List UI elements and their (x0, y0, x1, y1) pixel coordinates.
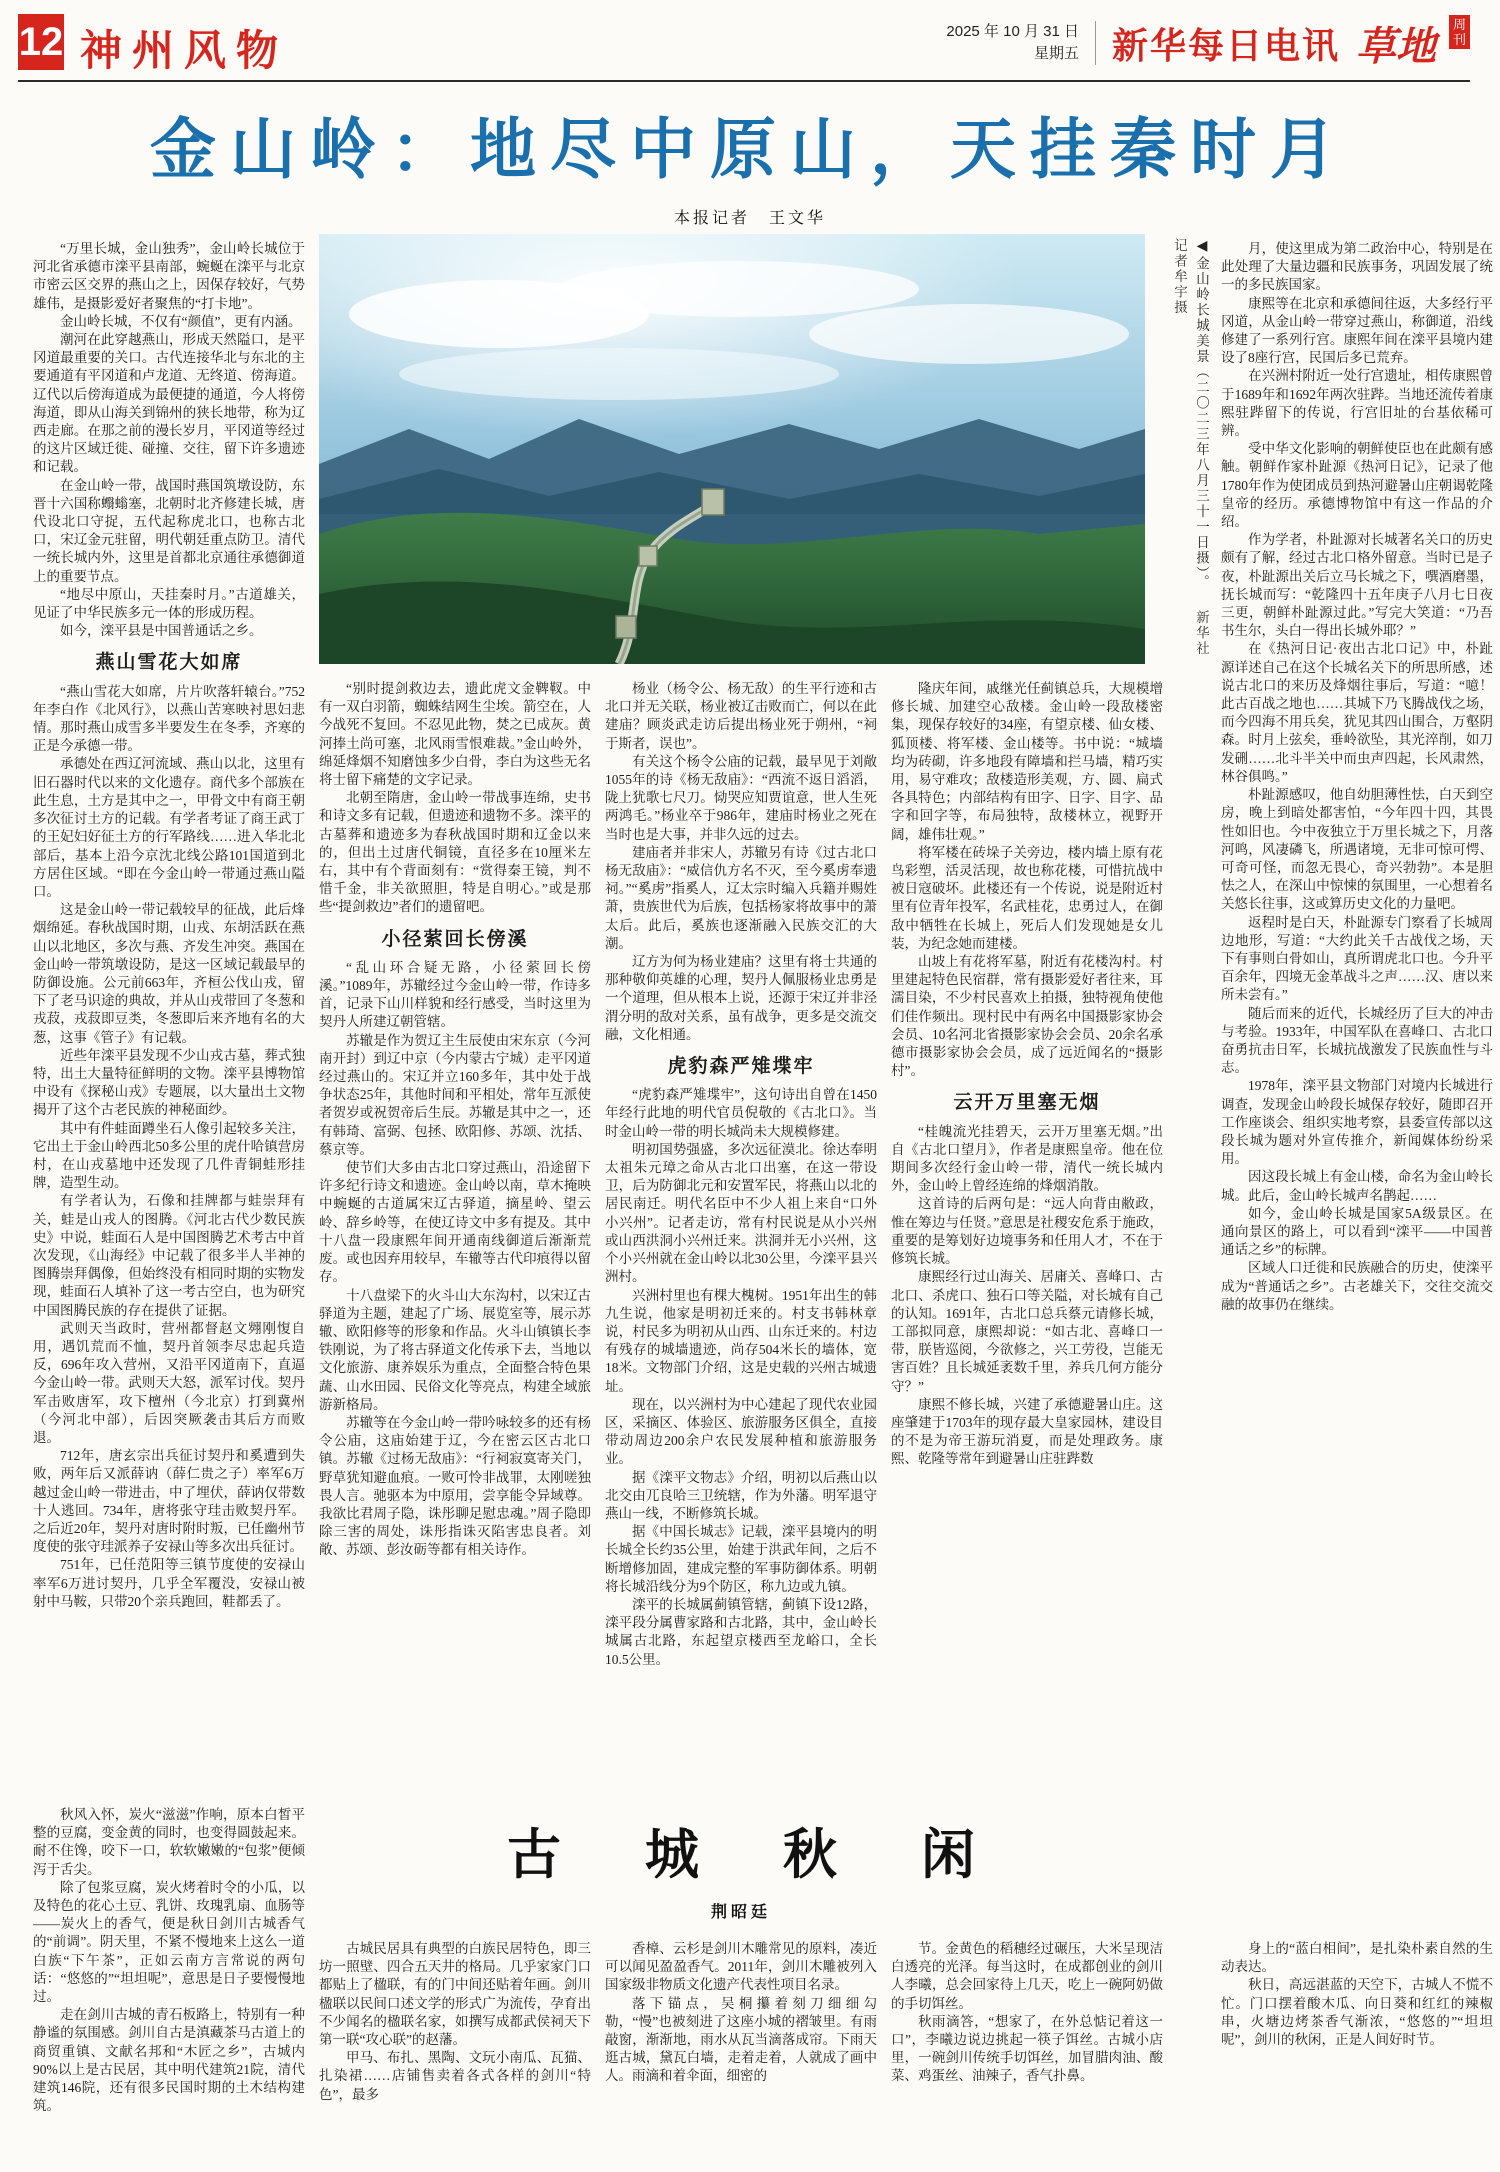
paragraph: 712年，唐玄宗出兵征讨契丹和奚遭到失败，两年后又派薛讷（薛仁贵之子）率军6万越过金山岭一带进击，中了埋伏，薛讷仅带数十人逃回。734年，唐将张守珪击败契丹军。之后近20年，契丹对唐时附时叛，已任幽州节度使的张守珪派养子安禄山等多次出兵征讨。 (33, 1448, 305, 1555)
paragraph: 明初国势强盛，多次远征漠北。徐达奉明太祖朱元璋之命从古北口出塞，在这一带设卫，后为防御北元和安置军民，将燕山以北的居民南迁。明代名臣中不少人祖上来自“口外小兴州”。记者走访，常有村民说是从小兴州或山西洪洞小兴州迁来。洪洞并无小兴州，这个小兴州就在金山岭以北30公里，今滦平县兴洲村。 (605, 1141, 877, 1285)
second-article-column-5 (1221, 1940, 1493, 2160)
second-article-column-2 (319, 1940, 591, 2160)
paragraph: 隆庆年间，戚继光任蓟镇总兵，大规模增修长城、加建空心敌楼。金山岭一段敌楼密集，现保存较好的34座，有望京楼、仙女楼、狐顶楼、将军楼、金山楼等。书中说：“城墙均为砖砌，许多地段有障墙和拦马墙，精巧实用，易守难攻；敌楼造形美观，方、圆、扁式各具特色；内部结构有田字、日字、目字、品字和回字等，布局独特，敌楼林立，视野开阔，雄伟壮观。” (891, 681, 1163, 842)
paragraph: 751年，已任范阳等三镇节度使的安禄山率军6万进讨契丹，几乎全军覆没，安禄山被射中马鞍，只带20个亲兵跑回，鞋都丢了。 (33, 1557, 305, 1609)
paragraph: 近些年滦平县发现不少山戎古墓，葬式独特，出土大量特征鲜明的文物。滦平县博物馆中设有《探秘山戎》专题展，以大量出土文物揭开了这个古老民族的神秘面纱。 (33, 1047, 305, 1118)
caption-text: 金山岭长城美景（二〇二三年八月三十一日摄）。 (1194, 256, 1209, 591)
paragraph: 1978年，滦平县文物部门对境内长城进行调查，发现金山岭段长城保存较好，随即召开工作座谈会、组织实地考察，县委宣传部以这段长城为题对外宣传推介，新闻媒体纷纷采用。 (1221, 1078, 1493, 1167)
section-subhead: 小径萦回长傍溪 (381, 928, 529, 950)
paragraph: 兴洲村里也有棵大槐树。1951年出生的韩九生说，他家是明初迁来的。村支书韩林章说，村民多为明初从山西、山东迁来的。村边有残存的城墙遗迹，尚存504米长的墙体，宽18米。文物部门介绍，这是史载的兴州古城遗址。 (605, 1287, 877, 1394)
paragraph: 落下锚点，吴桐攥着刻刀细细勾勒，“慢”也被刻进了这座小城的褶皱里。有雨敲窗，渐渐地，雨水从瓦当滴落成帘。下雨天逛古城，黛瓦白墙，走着走着，人就成了画中人。雨滴和着伞面，细密的 (605, 1995, 877, 2084)
great-wall-photo-art (319, 234, 1145, 664)
paragraph: 秋日，高远湛蓝的天空下，古城人不慌不忙。门口摆着酸木瓜、向日葵和红红的辣椒串，火塘边烤茶香气渐浓，“悠悠的”“坦坦呢”，剑川的秋闲，正是人间好时节。 (1221, 1977, 1493, 2048)
weekly-logo (1356, 15, 1470, 72)
paragraph: 随后而来的近代，长城经历了巨大的冲击与考验。1933年，中国军队在喜峰口、古北口奋勇抗击日军，长城抗战激发了民族血性与斗志。 (1221, 1005, 1493, 1076)
paragraph: “地尽中原山，天挂秦时月。”古道雄关，见证了中华民族多元一体的形成历程。 (33, 586, 305, 621)
second-article-column-1 (33, 1806, 305, 2160)
paragraph: “别时提剑救边去，遗此虎文金鞞靫。中有一双白羽箭，蜘蛛结网生尘埃。箭空在，人今战死不复回。不忍见此物，焚之已成灰。黄河捧土尚可塞，北风雨雪恨难裁。”金山岭外，绵延烽烟不知磨蚀多少白骨，李白为这些无名将士留下痛楚的文字记录。 (319, 681, 591, 788)
page-header (18, 12, 1470, 74)
article-column-3 (605, 680, 877, 1802)
paragraph: 古城民居具有典型的白族民居特色，即三坊一照壁、四合五天井的格局。几乎家家门口都贴上了楹联，有的门中间还贴着年画。剑川楹联以民间口述文学的形式广为流传，孕育出不少闻名的楹联名家，如撰写成都武侯祠天下第一联“攻心联”的赵藩。 (319, 1941, 591, 2048)
paragraph: 秋风入怀，炭火“滋滋”作响，原本白皙平整的豆腐，变金黄的同时，也变得圆鼓起来。耐不住馋，咬下一口，软软嫩嫩的“包浆”便倾泻于舌尖。 (33, 1807, 305, 1877)
article-column-2 (319, 680, 591, 1802)
paragraph: 在《热河日记·夜出古北口记》中，朴趾源详述自己在这个长城名关下的所思所感，述说古北口的来历及烽烟往事后，写道：“噫！此古百战之地也……其城下乃飞腾战伐之场，而今四海不用兵矣，犹见其四山围合，万壑阴森。时月上弦矣，垂岭欲坠，其光淬削，如刀发硎……北斗半关中而虫声四起，长风肃然，林谷俱鸣。” (1221, 641, 1493, 784)
article-column-1 (33, 240, 305, 1796)
great-wall-photo (319, 234, 1145, 664)
paragraph: “桂魄流光挂碧天，云开万里塞无烟。”出自《古北口望月》，作者是康熙皇帝。他在位期间多次经行金山岭一带，清代一统长城内外，金山岭上曾经连绵的烽烟消散。 (891, 1123, 1163, 1194)
byline: 本报记者 王文华 (673, 210, 826, 227)
masthead: 新华每日电讯 (1111, 24, 1340, 66)
paragraph: 朴趾源感叹，他自幼胆薄性怯，白天到空房，晚上到暗处都害怕，“今年四十四，其畏性如旧也。今中夜独立于万里长城之下，月落河鸣，风凄磷飞，所遇诸境，无非可惊可愕、可奇可怪，而忽无畏心，奇兴勃勃”。本是胆怯之人，在深山中惊悚的氛围里，一心想着名关悠长往事，这或算历史文化的力量吧。 (1221, 787, 1493, 912)
paragraph: 身上的“蓝白相间”，是扎染朴素自然的生动表达。 (1221, 1941, 1493, 1975)
paragraph: 作为学者，朴趾源对长城著名关口的历史颇有了解，经过古北口格外留意。当时已是子夜，朴趾源出关后立马长城之下，噀酒磨墨，抚长城而写：“乾隆四十五年庚子八月七日夜三更，朝鲜朴趾源过此。”写完大笑道：“乃吾书生尔，头白一得出长城外耶？” (1221, 532, 1493, 639)
section-subhead: 燕山雪花大如席 (95, 652, 243, 674)
paragraph: 秋雨滴答，“想家了，在外总惦记着这一口”，李曦边说边挑起一筷子饵丝。古城小店里，一碗剑川传统手切饵丝，加冒腊肉油、酸菜、鸡蛋丝、油辣子，香气扑鼻。 (891, 2013, 1163, 2084)
second-article-title: 古城秋闲 (507, 1825, 1059, 1885)
second-article-column-3 (605, 1940, 877, 2160)
paragraph: 武则天当政时，营州都督赵文翙刚愎自用，遇饥荒而不恤，契丹首领李尽忠起兵造反，696年攻入营州，又沿平冈道南下，直逼今金山岭一带。武则天大怒，派军讨伐。契丹军击败唐军，攻下檀州（今北京）打到冀州（今河北中部），后因突厥袭击其后方而败退。 (33, 1320, 305, 1445)
paragraph: 甲马、布扎、黑陶、文玩小南瓜、瓦猫、扎染裙……店铺售卖着各式各样的剑川“特色”，最多 (319, 2050, 591, 2102)
paragraph: 这是金山岭一带记载较早的征战，此后烽烟绵延。春秋战国时期，山戎、东胡活跃在燕山以北地区，多次与燕、齐发生冲突。燕国在金山岭一带筑墩设防，是这一区域记载最早的防御设施。公元前663年，齐桓公伐山戎，留下了老马识途的典故，并从山戎带回了冬葱和戎菽，戎菽即豆类，冬葱即后来齐地有名的大葱，这事《管子》有记载。 (33, 902, 305, 1045)
page-number: 12 (18, 19, 64, 64)
header-rule (18, 80, 1470, 82)
paragraph: “虎豹森严雉堞牢”，这句诗出自曾在1450年经行此地的明代官员倪敬的《古北口》。当时金山岭一带的明长城尚未大规模修建。 (605, 1087, 877, 1139)
paragraph: 将军楼在砖垛子关旁边，楼内墙上原有花鸟彩塑，活灵活现，故也称花楼，可惜抗战中被日寇破坏。此楼还有一个传说，说是附近村里有位青年投军，名武桂花，忠勇过人，在御敌中牺牲在长城上，死后人们发现她是女儿装，为纪念她而建楼。 (891, 844, 1163, 951)
section-subhead: 虎豹森严雉堞牢 (667, 1056, 815, 1078)
paragraph: 节。金黄色的稻穗经过碾压，大米呈现洁白透亮的光泽。每当这时，在成都创业的剑川人李曦，总会回家待上几天，吃上一碗阿奶做的手切饵丝。 (891, 1941, 1163, 2011)
paragraph: 如今，滦平县是中国普通话之乡。 (60, 623, 263, 639)
paragraph: 返程时是白天，朴趾源专门察看了长城周边地形，写道：“大约此关千古战伐之场，天下有事则白骨如山，真所谓虎北口也。今升平百余年，四境无金革战斗之声……汉、唐以来所未尝有。” (1221, 914, 1493, 1003)
paragraph: 据《中国长城志》记载，滦平县境内的明长城全长约35公里，始建于洪武年间，之后不断增修加固，建成完整的军事防御体系。明朝将长城沿线分为9个防区，称九边或九镇。 (605, 1524, 877, 1594)
date-block (946, 21, 1079, 65)
paragraph: 有关这个杨令公庙的记载，最早见于刘敞1055年的诗《杨无敌庙》：“西流不返日滔滔，陇上犹歌七尺刀。恸哭应知贾谊意，世人生死两鸿毛。”杨业卒于986年，建庙时杨业之死在当时也是大事，并非久远的过去。 (605, 753, 877, 842)
caption-arrow-icon: ◀ (1194, 238, 1209, 256)
paragraph: 苏辙是作为贺辽主生辰使由宋东京（今河南开封）到辽中京（今内蒙古宁城）走平冈道经过燕山的。宋辽并立160多年，其中处于战争状态25年，其他时间和平相处，常年互派使者贺岁或祝贺帝后生辰。苏辙是其中之一，还有韩琦、富弼、包拯、欧阳修、苏颂、沈括、蔡京等。 (319, 1032, 591, 1157)
paragraph: 现在，以兴洲村为中心建起了现代农业园区，采摘区、体验区、旅游服务区俱全，直接带动周边200余户农民发展种植和旅游服务业。 (605, 1396, 877, 1467)
header-divider (1095, 21, 1096, 65)
article-column-5 (1221, 240, 1493, 1930)
paragraph: 金山岭长城，不仅有“颜值”，更有内涵。 (60, 313, 302, 329)
date: 2025 年 10 月 31 日 (946, 23, 1079, 40)
second-article-header (319, 1812, 1163, 1930)
paragraph: 有学者认为，石像和挂牌都与蛙崇拜有关，蛙是山戎人的图腾。《河北古代少数民族史》中说，蛙面石人是中国图腾艺术考古中首次发现，《山海经》中记载了很多半人半神的图腾崇拜偶像，但始终没有相同时期的实物发现，蛙面石人填补了这一考古空白，也为研究中国图腾民族的存在提供了证据。 (33, 1193, 305, 1318)
page-number-badge (18, 14, 64, 70)
section-subhead: 云开万里塞无烟 (953, 1092, 1101, 1114)
paragraph: 在兴洲村附近一处行宫遗址，相传康熙曾于1689年和1692年两次驻跸。当地还流传着康熙驻跸留下的传说，行宫旧址的台基依稀可辨。 (1221, 368, 1493, 439)
paragraph: 这首诗的后两句是：“远人向背由敝政，惟在筹边与任贤。”意思是社稷安危系于施政，重要的是筹划好边境事务和任用人才，不在于修筑长城。 (891, 1196, 1163, 1267)
paragraph: 辽方为何为杨业建庙？这里有将士共通的那种敬仰英雄的心理，契丹人佩服杨业忠勇是一个道理，但从根本上说，还源于宋辽并非泾渭分明的敌对关系，虽有战争，更多是交流交融，文化相通。 (605, 954, 877, 1042)
paragraph: 使节们大多由古北口穿过燕山，沿途留下许多纪行诗文和遗迹。金山岭以南，草木掩映中蜿蜒的古道属宋辽古驿道，摘星岭、望云岭、辞乡岭等，在使辽诗文中多有提及。其中十八盘一段康熙年间开通南线御道后渐渐荒废。或也因弃用较早，车辙等古代印痕得以留存。 (319, 1160, 591, 1285)
paragraph: 康熙等在北京和承德间往返，大多经行平冈道，从金山岭一带穿过燕山，称御道，沿线修建了一系列行宫。康熙年间在滦平县境内建设了8座行宫，民国后多已荒弃。 (1221, 295, 1493, 366)
weekly-name: 草地 (1356, 22, 1436, 70)
photo-credit: 新华社记者牟宇摄 (1172, 238, 1209, 657)
paragraph: 杨业（杨令公、杨无敌）的生平行迹和古北口并无关联，杨业被辽击败而亡，何以在此建庙？顾炎武走访后提出杨业死于朔州，“祠于斯者，误也”。 (605, 681, 877, 751)
paragraph: “乱山环合疑无路，小径萦回长傍溪。”1089年，苏辙经过今金山岭一带，作诗多首，记录下山川样貌和经行感受，当时这里为契丹人所建辽朝管辖。 (319, 959, 591, 1030)
header-right (946, 12, 1470, 74)
paragraph: “万里长城，金山独秀”，金山岭长城位于河北省承德市滦平县南部，蜿蜒在滦平与北京市密云区交界的燕山之上，因保存较好，气势雄伟，是摄影爱好者聚焦的“打卡地”。 (33, 241, 305, 311)
photo-caption (1152, 238, 1212, 666)
paragraph: 受中华文化影响的朝鲜使臣也在此颇有感触。朝鲜作家朴趾源《热河日记》，记录了他1780年作为使团成员到热河避暑山庄朝谒乾隆皇帝的经历。承德博物馆中有这一作品的介绍。 (1221, 441, 1493, 530)
paragraph: 除了包浆豆腐，炭火烤着时令的小瓜，以及特色的花心土豆、乳饼、玫瑰乳扇、血肠等——炭火上的香气，便是秋日剑川古城香气的“前调”。阴天里，不紧不慢地来上这么一道白族“下午茶”，正如云南方言常说的两句话：“悠悠的”“坦坦呢”，意思是日子要慢慢地过。 (33, 1879, 305, 2005)
paragraph: 区域人口迁徙和民族融合的历史，使滦平成为“普通话之乡”。古老雄关下，交往交流交融的故事仍在继续。 (1221, 1260, 1493, 1312)
paragraph: 因这段长城上有金山楼，命名为金山岭长城。此后，金山岭长城声名鹊起…… (1221, 1169, 1493, 1203)
paragraph: “燕山雪花大如席，片片吹落轩辕台。”752年李白作《北风行》，以燕山苦寒映衬思妇悲情。那时燕山成雪多半要发生在冬季，齐寒的正是今承德一带。 (33, 683, 305, 754)
paragraph: 十八盘梁下的火斗山大东沟村，以宋辽古驿道为主题，建起了广场、展览室等，展示苏辙、欧阳修等的形象和作品。火斗山镇镇长李铁刚说，为了将古驿道文化传承下去，当地以文化旅游、康养娱乐为重点，全面整合特色果蔬、山水田园、民俗文化等亮点，构建全域旅游新格局。 (319, 1287, 591, 1412)
main-headline: 金山岭：地尽中原山，天挂秦时月 (150, 112, 1350, 186)
paragraph: 如今，金山岭长城是国家5A级景区。在通向景区的路上，可以看到“滦平——中国普通话之乡”的标牌。 (1221, 1205, 1493, 1258)
article-column-4 (891, 680, 1163, 1802)
weekday: 星期五 (1033, 45, 1079, 62)
paragraph: 苏辙等在今金山岭一带吟咏较多的还有杨令公庙，这庙始建于辽，今在密云区古北口镇。苏辙《过杨无敌庙》：“行祠寂寞寄关门，野草犹知避血痕。一败可怜非战罪，太刚嗟独畏人言。驰驱本为中原用，尝享能令异域尊。我欲比君周子隐，诛彤聊足慰忠魂。”周子隐即除三害的周处，诛彤指诛灭陷害忠良者。刘敞、苏颂、彭汝砺等都有相关诗作。 (319, 1414, 591, 1558)
paragraph: 走在剑川古城的青石板路上，特别有一种静谧的氛围感。剑川自古是滇藏茶马古道上的商贸重镇、文献名邦和“木匠之乡”，古城内90%以上是古民居，其中明代建筑21院，清代建筑146院，还有很多民国时期的土木结构建筑。 (33, 2007, 305, 2114)
paragraph: 据《滦平文物志》介绍，明初以后燕山以北交由兀良哈三卫统辖，作为外藩。明军退守燕山一线，不断修筑长城。 (605, 1469, 877, 1521)
paragraph: 其中有件蛙面蹲坐石人像引起较多关注，它出土于金山岭西北50多公里的虎什哈镇营房村，在山戎墓地中还发现了几件青铜蛙形挂牌，造型生动。 (33, 1120, 305, 1191)
paragraph: 康熙不修长城，兴建了承德避暑山庄。这座肇建于1703年的现存最大皇家园林，建设目的不是为帝王游玩消夏，而是处理政务。康熙、乾隆等常年到避暑山庄驻跸数 (891, 1396, 1163, 1467)
paragraph: 建庙者并非宋人，苏辙另有诗《过古北口杨无敌庙》：“威信仇方名不灭，至今奚虏奉遗祠。”“奚虏”指奚人，辽太宗时编入兵籍并赐姓萧，贵族世代为后族，包括杨家将故事中的萧太后。此后，奚族也逐渐融入民族交汇的大潮。 (605, 844, 877, 951)
paragraph: 山坡上有花将军墓，附近有花楼沟村。村里建起特色民宿群，常有摄影爱好者往来，耳濡目染，不少村民喜欢上拍摄，独特视角使他们佳作频出。现村民中有两名中国摄影家协会会员、10名河北省摄影家协会会员、20余名承德市摄影家协会会员，成了远近闻名的“摄影村”。 (891, 954, 1163, 1079)
section-title: 神州风物 (80, 27, 289, 74)
paragraph: 在金山岭一带，战国时燕国筑墩设防，东晋十六国称蠮螉塞，北朝时北齐修建长城，唐代设北口守捉，五代起称虎北口，也称古北口，宋辽金元驻留，明代朝廷重点防卫。清代一统长城内外，这里是首都北京通往承德御道上的重要节点。 (33, 477, 305, 584)
paragraph: 康熙经行过山海关、居庸关、喜峰口、古北口、杀虎口、独石口等关隘，对长城有自己的认知。1691年，古北口总兵蔡元请修长城，工部拟同意，康熙却说：“如古北、喜峰口一带，朕皆巡阅，今欲修之，兴工劳役，岂能无害百姓？且长城延袤数千里，养兵几何方能分守？” (891, 1269, 1163, 1394)
paragraph: 香樟、云杉是剑川木雕常见的原料，凑近可以闻见盈盈香气。2011年，剑川木雕被列入国家级非物质文化遗产代表性项目名录。 (605, 1941, 877, 1993)
paragraph: 潮河在此穿越燕山，形成天然隘口，是平冈道最重要的关口。古代连接华北与东北的主要通道有平冈道和卢龙道、无终道、傍海道。辽代以后傍海道成为最便捷的通道，今人将傍海道，即从山海关到锦州的狭长地带，称为辽西走廊。在那之前的漫长岁月，平冈道等经过的这片区域迁徙、碰撞、交往，留下许多遗迹和记载。 (33, 332, 305, 475)
paragraph: 承德处在西辽河流域、燕山以北，这里有旧石器时代以来的文化遗存。商代多个部族在此生息，土方是其中之一，甲骨文中有商王朝多次征讨土方的记载。有学者考证了商王武丁的王妃妇好征土方的行军路线……进入华北北部后，基本上沿今京沈北线公路101国道到北方居住区域。“即在今金山岭一带通过燕山隘口。 (33, 756, 305, 899)
paragraph: 北朝至隋唐，金山岭一带战事连绵，史书和诗文多有记载，但遗迹和遗物不多。滦平的古墓葬和遗迹多为春秋战国时期和辽金以来的，但出土过唐代铜镜，直径多在10厘米左右，其中有个背面刻有：“赏得秦王镜，判不惜千金，非关欲照胆，特是自明心。”或是那些“提剑救边”者们的遗留吧。 (319, 790, 591, 915)
second-article-author: 荆昭廷 (710, 1904, 771, 1921)
paragraph: 月，使这里成为第二政治中心，特别是在此处理了大量边疆和民族事务，巩固发展了统一的多民族国家。 (1221, 241, 1493, 293)
second-article-column-4 (891, 1940, 1163, 2160)
paragraph: 滦平的长城属蓟镇管辖，蓟镇下设12路，滦平段分属曹家路和古北路，其中，金山岭长城属古北路，东起望京楼西至龙峪口，全长10.5公里。 (605, 1596, 877, 1667)
weekly-badge: 周刊 (1449, 15, 1470, 49)
